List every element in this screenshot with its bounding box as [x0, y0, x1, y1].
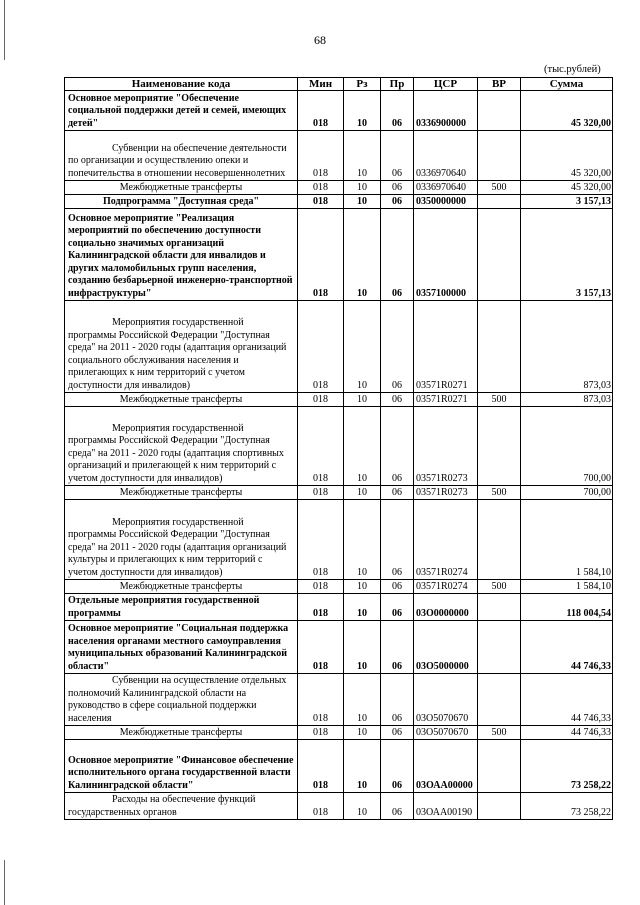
- cell-rz: 10: [344, 131, 381, 181]
- cell-min: 018: [298, 621, 344, 674]
- cell-vr: [478, 131, 521, 181]
- cell-csr: 03571R0273: [414, 407, 478, 486]
- cell-sum: 1 584,10: [521, 580, 613, 594]
- cell-pr: 06: [381, 181, 414, 195]
- cell-min: 018: [298, 393, 344, 407]
- cell-name: Межбюджетные трансферты: [65, 726, 298, 740]
- budget-table-wrapper: [64, 77, 612, 820]
- cell-name: Мероприятия государственной программы Российской Федерации "Доступная среда" на 2011 - 2020 годы (адаптация организаций социального обслуживания населения и прилегающих к ним территорий с учетом доступности для инвалидов): [65, 301, 298, 393]
- cell-sum: 118 004,54: [521, 594, 613, 621]
- cell-min: 018: [298, 209, 344, 301]
- cell-vr: [478, 621, 521, 674]
- cell-csr: 03571R0274: [414, 500, 478, 580]
- table-row: [65, 131, 613, 181]
- cell-pr: 06: [381, 407, 414, 486]
- cell-csr: 0357100000: [414, 209, 478, 301]
- cell-rz: 10: [344, 740, 381, 793]
- cell-rz: 10: [344, 793, 381, 820]
- table-row: [65, 740, 613, 793]
- cell-vr: [478, 674, 521, 726]
- cell-vr: [478, 793, 521, 820]
- cell-csr: 0336970640: [414, 181, 478, 195]
- table-row: [65, 407, 613, 486]
- table-row: [65, 181, 613, 195]
- cell-min: 018: [298, 674, 344, 726]
- table-body: [65, 91, 613, 820]
- cell-sum: 44 746,33: [521, 726, 613, 740]
- cell-pr: 06: [381, 131, 414, 181]
- cell-csr: 03ОАА00000: [414, 740, 478, 793]
- table-row: [65, 209, 613, 301]
- cell-name: Основное мероприятие "Обеспечение социальной поддержки детей и семей, имеющих детей": [65, 91, 298, 131]
- cell-name: Мероприятия государственной программы Российской Федерации "Доступная среда" на 2011 - 2020 годы (адаптация спортивных организаций и прилегающей к ним территорий с учетом доступности для инвалидов): [65, 407, 298, 486]
- cell-sum: 873,03: [521, 393, 613, 407]
- cell-pr: 06: [381, 195, 414, 209]
- cell-pr: 06: [381, 209, 414, 301]
- cell-csr: 0336970640: [414, 131, 478, 181]
- cell-sum: 873,03: [521, 301, 613, 393]
- cell-name: Основное мероприятие "Финансовое обеспечение исполнительного органа государственной власти Калининградской области": [65, 740, 298, 793]
- cell-sum: 1 584,10: [521, 500, 613, 580]
- header-vr: ВР: [478, 78, 521, 91]
- cell-pr: 06: [381, 301, 414, 393]
- cell-vr: [478, 209, 521, 301]
- cell-min: 018: [298, 740, 344, 793]
- cell-min: 018: [298, 301, 344, 393]
- cell-pr: 06: [381, 674, 414, 726]
- cell-rz: 10: [344, 407, 381, 486]
- cell-sum: 700,00: [521, 407, 613, 486]
- cell-min: 018: [298, 407, 344, 486]
- cell-vr: 500: [478, 181, 521, 195]
- cell-pr: 06: [381, 486, 414, 500]
- cell-pr: 06: [381, 580, 414, 594]
- margin-mark: [4, 860, 5, 905]
- cell-csr: 03571R0271: [414, 393, 478, 407]
- cell-vr: 500: [478, 580, 521, 594]
- cell-csr: 03О5070670: [414, 726, 478, 740]
- cell-vr: [478, 594, 521, 621]
- cell-sum: 73 258,22: [521, 793, 613, 820]
- cell-vr: 500: [478, 726, 521, 740]
- table-header-row: [65, 78, 613, 91]
- cell-sum: 44 746,33: [521, 621, 613, 674]
- cell-name: Субвенции на осуществление отдельных полномочий Калининградской области на руководство в сфере социальной поддержки населения: [65, 674, 298, 726]
- cell-csr: 03571R0274: [414, 580, 478, 594]
- cell-pr: 06: [381, 726, 414, 740]
- cell-name: Межбюджетные трансферты: [65, 580, 298, 594]
- cell-min: 018: [298, 131, 344, 181]
- cell-rz: 10: [344, 500, 381, 580]
- cell-min: 018: [298, 500, 344, 580]
- cell-name: Мероприятия государственной программы Российской Федерации "Доступная среда" на 2011 - 2020 годы (адаптация организаций культуры и прилегающих к ним территорий с учетом доступности для инвалидов): [65, 500, 298, 580]
- cell-csr: 03О5070670: [414, 674, 478, 726]
- cell-rz: 10: [344, 580, 381, 594]
- cell-pr: 06: [381, 594, 414, 621]
- cell-min: 018: [298, 486, 344, 500]
- cell-rz: 10: [344, 486, 381, 500]
- cell-pr: 06: [381, 740, 414, 793]
- cell-vr: 500: [478, 486, 521, 500]
- cell-vr: [478, 500, 521, 580]
- cell-name: Отдельные мероприятия государственной программы: [65, 594, 298, 621]
- cell-pr: 06: [381, 91, 414, 131]
- cell-name: Межбюджетные трансферты: [65, 486, 298, 500]
- cell-min: 018: [298, 580, 344, 594]
- cell-vr: [478, 740, 521, 793]
- cell-vr: 500: [478, 393, 521, 407]
- cell-rz: 10: [344, 181, 381, 195]
- cell-rz: 10: [344, 393, 381, 407]
- cell-vr: [478, 195, 521, 209]
- cell-pr: 06: [381, 393, 414, 407]
- cell-min: 018: [298, 793, 344, 820]
- cell-name: Основное мероприятие "Социальная поддержка населения органами местного самоуправления муниципальных образований Калининградской области": [65, 621, 298, 674]
- table-row: [65, 500, 613, 580]
- cell-csr: 03571R0271: [414, 301, 478, 393]
- cell-vr: [478, 91, 521, 131]
- table-row: [65, 621, 613, 674]
- header-csr: ЦСР: [414, 78, 478, 91]
- cell-name: Подпрограмма "Доступная среда": [65, 195, 298, 209]
- cell-pr: 06: [381, 621, 414, 674]
- table-row: [65, 580, 613, 594]
- margin-mark: [4, 0, 5, 60]
- header-pr: Пр: [381, 78, 414, 91]
- table-row: [65, 91, 613, 131]
- cell-sum: 44 746,33: [521, 674, 613, 726]
- header-sum: Сумма: [521, 78, 613, 91]
- cell-sum: 45 320,00: [521, 131, 613, 181]
- cell-rz: 10: [344, 674, 381, 726]
- cell-rz: 10: [344, 621, 381, 674]
- table-row: [65, 486, 613, 500]
- cell-name: Межбюджетные трансферты: [65, 393, 298, 407]
- cell-rz: 10: [344, 91, 381, 131]
- cell-rz: 10: [344, 594, 381, 621]
- table-row: [65, 793, 613, 820]
- cell-sum: 45 320,00: [521, 91, 613, 131]
- table-row: [65, 674, 613, 726]
- table-row: [65, 594, 613, 621]
- cell-csr: 0350000000: [414, 195, 478, 209]
- cell-min: 018: [298, 181, 344, 195]
- cell-csr: 03571R0273: [414, 486, 478, 500]
- cell-name: Основное мероприятие "Реализация мероприятий по обеспечению доступности социально значимых организаций Калининградской области для инвалидов и других маломобильных групп населения, созданию безбарьерной инженерно-транспортной инфраструктуры": [65, 209, 298, 301]
- cell-min: 018: [298, 195, 344, 209]
- cell-name: Расходы на обеспечение функций государственных органов: [65, 793, 298, 820]
- cell-csr: 03О5000000: [414, 621, 478, 674]
- cell-sum: 3 157,13: [521, 209, 613, 301]
- header-min: Мин: [298, 78, 344, 91]
- cell-sum: 73 258,22: [521, 740, 613, 793]
- units-label: (тыс.рублей): [544, 64, 601, 75]
- cell-name: Межбюджетные трансферты: [65, 181, 298, 195]
- budget-table: [64, 77, 613, 820]
- cell-rz: 10: [344, 726, 381, 740]
- table-row: [65, 726, 613, 740]
- cell-rz: 10: [344, 195, 381, 209]
- cell-min: 018: [298, 91, 344, 131]
- cell-sum: 3 157,13: [521, 195, 613, 209]
- cell-rz: 10: [344, 209, 381, 301]
- cell-name: Субвенции на обеспечение деятельности по организации и осуществлению опеки и попечительства в отношении несовершеннолетних: [65, 131, 298, 181]
- table-row: [65, 195, 613, 209]
- header-rz: Рз: [344, 78, 381, 91]
- cell-pr: 06: [381, 793, 414, 820]
- header-name: Наименование кода: [65, 78, 298, 91]
- cell-csr: 03О0000000: [414, 594, 478, 621]
- cell-vr: [478, 407, 521, 486]
- cell-pr: 06: [381, 500, 414, 580]
- page-number: 68: [314, 33, 326, 47]
- cell-sum: 700,00: [521, 486, 613, 500]
- table-row: [65, 393, 613, 407]
- cell-rz: 10: [344, 301, 381, 393]
- cell-min: 018: [298, 594, 344, 621]
- cell-vr: [478, 301, 521, 393]
- cell-sum: 45 320,00: [521, 181, 613, 195]
- cell-min: 018: [298, 726, 344, 740]
- table-row: [65, 301, 613, 393]
- cell-csr: 03ОАА00190: [414, 793, 478, 820]
- cell-csr: 0336900000: [414, 91, 478, 131]
